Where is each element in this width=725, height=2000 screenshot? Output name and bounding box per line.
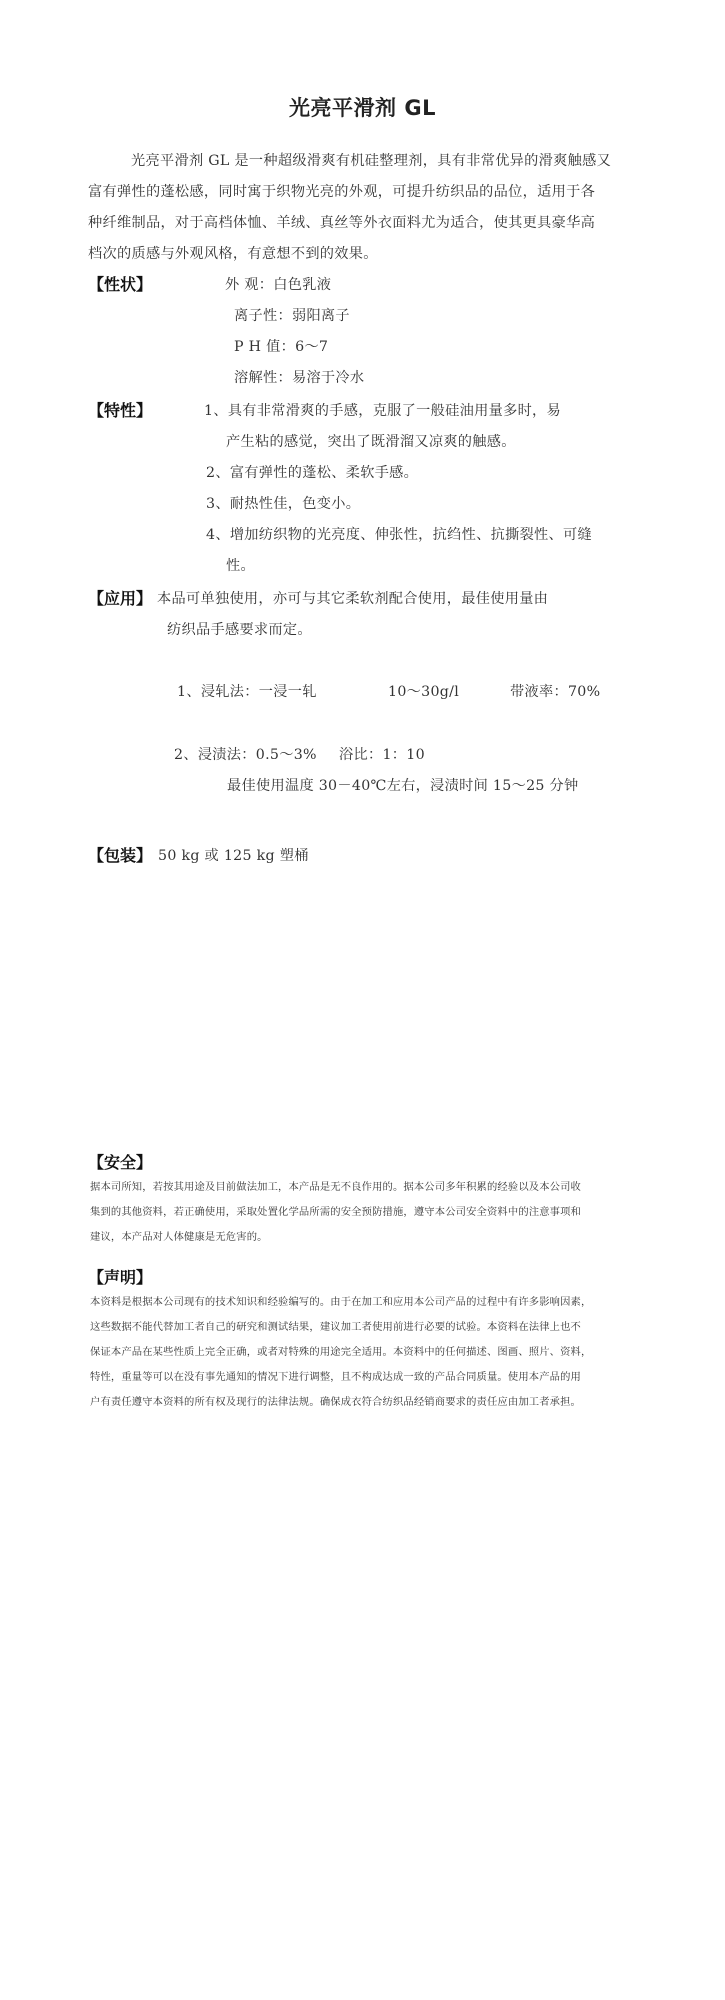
safety-line: 集到的其他资料，若正确使用，采取处置化学品所需的安全预防措施，遵守本公司安全资料中的注意事项和 — [90, 1206, 582, 1218]
feature-item-continuation: 产生粘的感觉，突出了既滑溜又凉爽的触感。 — [226, 434, 516, 450]
method2-ratio: 浴比：1：10 — [339, 747, 425, 763]
property-ionicity: 离子性：弱阳离子 — [234, 308, 350, 324]
application-line: 本品可单独使用，亦可与其它柔软剂配合使用，最佳使用量由 — [157, 591, 549, 607]
section-heading-properties: 【性状】 — [88, 275, 153, 294]
disclaimer-line: 这些数据不能代替加工者自己的研究和测试结果，建议加工者使用前进行必要的试验。本资料在法律上也不 — [90, 1321, 582, 1333]
feature-item: 1、具有非常滑爽的手感，克服了一般硅油用量多时，易 — [204, 403, 562, 419]
feature-item: 2、富有弹性的蓬松、柔软手感。 — [206, 465, 419, 481]
method1-dosage: 10～30g/l — [388, 684, 460, 700]
section-heading-safety: 【安全】 — [88, 1153, 153, 1172]
property-ph: P H 值：6～7 — [234, 339, 329, 355]
disclaimer-line: 保证本产品在某些性质上完全正确，或者对特殊的用途完全适用。本资料中的任何描述、图画、照片、资料， — [90, 1346, 592, 1358]
property-appearance: 外 观：白色乳液 — [225, 277, 332, 293]
feature-item: 4、增加纺织物的光亮度、伸张性，抗绉性、抗撕裂性、可缝 — [206, 527, 593, 543]
method2-name: 2、浸渍法：0.5～3% — [174, 747, 317, 763]
method2-note: 最佳使用温度 30－40℃左右，浸渍时间 15～25 分钟 — [227, 778, 579, 794]
section-heading-disclaimer: 【声明】 — [88, 1268, 153, 1287]
packaging-text: 50 kg 或 125 kg 塑桶 — [158, 848, 309, 864]
safety-line: 建议，本产品对人体健康是无危害的。 — [90, 1231, 268, 1243]
document-title: 光亮平滑剂 GL — [289, 96, 436, 120]
disclaimer-line: 户有责任遵守本资料的所有权及现行的法律法规。确保成衣符合纺织品经销商要求的责任应由加工者承担。 — [90, 1396, 582, 1408]
feature-item: 3、耐热性佳，色变小。 — [206, 496, 361, 512]
safety-line: 据本司所知，若按其用途及目前做法加工，本产品是无不良作用的。据本公司多年积累的经验以及本公司收 — [90, 1181, 582, 1193]
intro-line: 种纤维制品，对于高档体恤、羊绒、真丝等外衣面料尤为适合，使其更具豪华高 — [88, 215, 596, 231]
property-solubility: 溶解性：易溶于冷水 — [234, 370, 365, 386]
section-heading-application: 【应用】 — [88, 589, 153, 608]
feature-item-continuation: 性。 — [226, 558, 255, 574]
section-heading-features: 【特性】 — [88, 401, 153, 420]
disclaimer-line: 特性，重量等可以在没有事先通知的情况下进行调整，且不构成达成一致的产品合同质量。使用本产品的用 — [90, 1371, 582, 1383]
intro-line: 富有弹性的蓬松感，同时寓于织物光亮的外观，可提升纺织品的品位，适用于各 — [88, 184, 596, 200]
section-heading-packaging: 【包装】 — [88, 846, 153, 865]
intro-line: 档次的质感与外观风格，有意想不到的效果。 — [88, 246, 378, 262]
method1-name: 1、浸轧法：一浸一轧 — [177, 684, 317, 700]
method1-pickup: 带液率：70% — [510, 684, 601, 700]
intro-line: 光亮平滑剂 GL 是一种超级滑爽有机硅整理剂，具有非常优异的滑爽触感又 — [131, 153, 612, 169]
application-line: 纺织品手感要求而定。 — [167, 622, 312, 638]
disclaimer-line: 本资料是根据本公司现有的技术知识和经验编写的。由于在加工和应用本公司产品的过程中有许多影响因素， — [90, 1296, 592, 1308]
